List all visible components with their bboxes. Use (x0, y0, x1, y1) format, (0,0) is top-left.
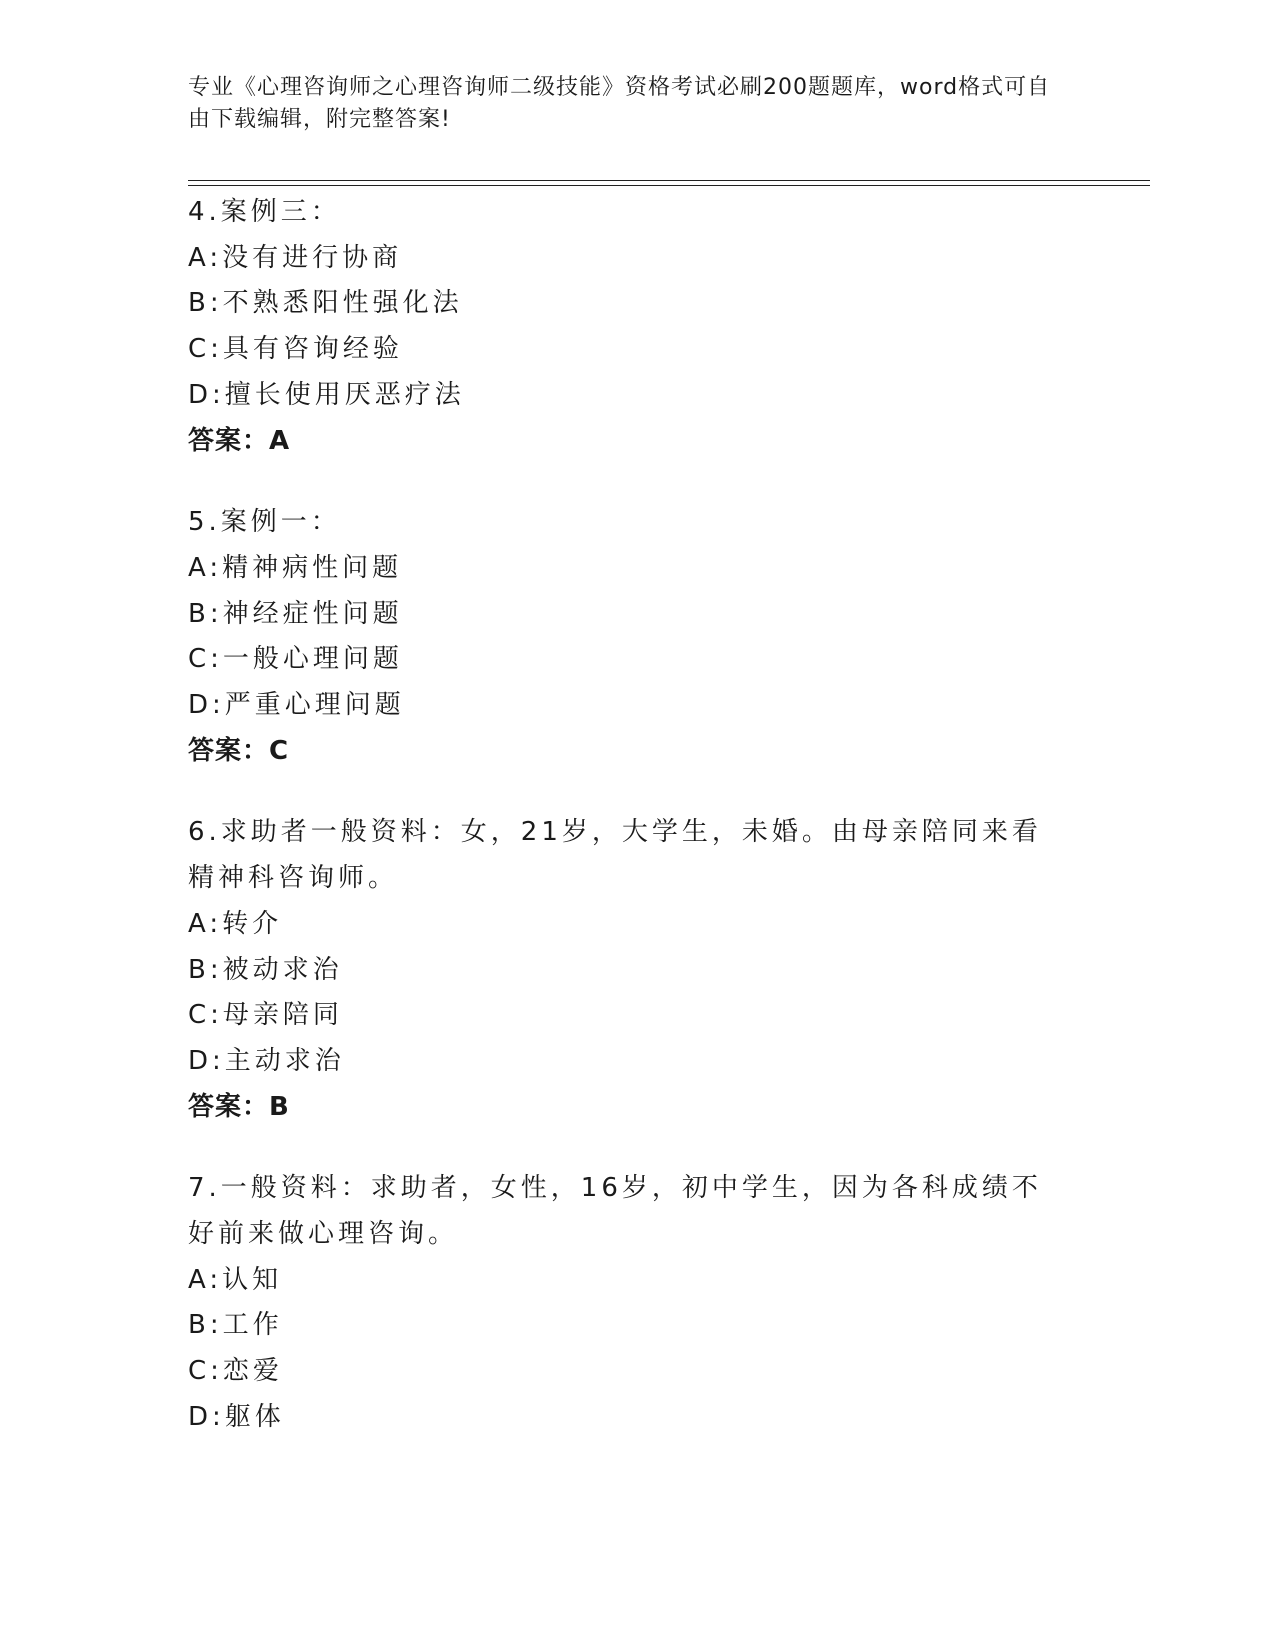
question-list (188, 190, 1068, 1477)
option-c: C:一般心理问题 (188, 644, 403, 675)
option-c: C:恋爱 (188, 1356, 283, 1387)
answer-line: 答案：A (188, 425, 291, 456)
header-divider-bottom (188, 185, 1150, 186)
option-d: D:主动求治 (188, 1045, 345, 1076)
question-7 (188, 1166, 1068, 1440)
option-d: D:擅长使用厌恶疗法 (188, 379, 465, 410)
option-c: C:母亲陪同 (188, 1000, 343, 1031)
document-header: 专业《心理咨询师之心理咨询师二级技能》资格考试必刷200题题库，word格式可自由下载编辑，附完整答案! (188, 75, 1051, 132)
option-b: B:神经症性问题 (188, 598, 403, 629)
question-stem: 5.案例一： (188, 507, 341, 538)
option-b: B:被动求治 (188, 954, 343, 985)
option-a: A:没有进行协商 (188, 242, 403, 273)
question-stem: 6.求助者一般资料：女，21岁，大学生，未婚。由母亲陪同来看精神科咨询师。 (188, 817, 1042, 894)
option-d: D:严重心理问题 (188, 690, 405, 721)
question-6 (188, 810, 1068, 1130)
option-b: B:工作 (188, 1310, 283, 1341)
question-stem: 4.案例三： (188, 197, 341, 227)
question-4 (188, 190, 1068, 464)
answer-line: 答案：B (188, 1091, 290, 1122)
question-stem: 7.一般资料：求助者，女性，16岁，初中学生，因为各科成绩不好前来做心理咨询。 (188, 1173, 1042, 1250)
option-a: A:转介 (188, 908, 283, 939)
option-a: A:认知 (188, 1264, 283, 1295)
option-a: A:精神病性问题 (188, 552, 403, 583)
option-d: D:躯体 (188, 1401, 285, 1432)
answer-line: 答案：C (188, 735, 290, 766)
option-c: C:具有咨询经验 (188, 334, 403, 365)
option-b: B:不熟悉阳性强化法 (188, 288, 463, 319)
question-5 (188, 500, 1068, 774)
header-divider-top (188, 180, 1150, 181)
